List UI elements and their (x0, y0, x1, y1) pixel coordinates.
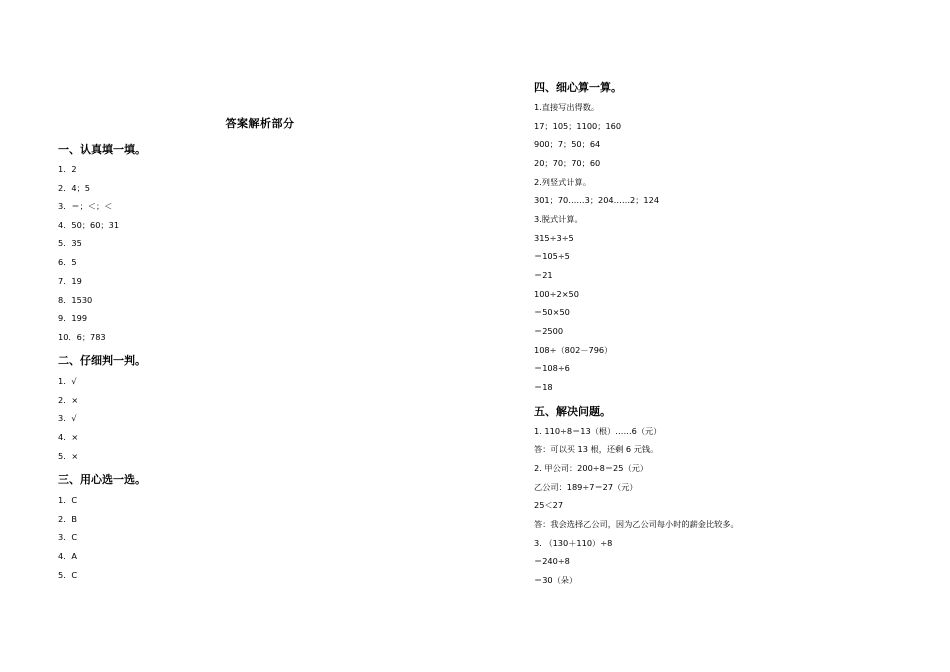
answer-item: ＝30（朵） (534, 575, 578, 585)
section-heading-3: 三、用心选一选。 (58, 473, 146, 486)
answer-item: 8．1530 (58, 295, 93, 305)
section-heading-4: 四、细心算一算。 (534, 81, 622, 94)
answer-item: 5．× (58, 451, 79, 461)
answer-item: 3．＝；＜；＜ (58, 201, 113, 211)
answer-item: 5．35 (58, 238, 82, 248)
section-heading-2: 二、仔细判一判。 (58, 354, 146, 367)
section-heading-1: 一、认真填一填。 (58, 143, 146, 156)
answer-item: 2.列竖式计算。 (534, 177, 591, 187)
answer-item: 2．× (58, 395, 79, 405)
answer-item: 3．C (58, 532, 78, 542)
answer-item: ＝240÷8 (534, 556, 570, 566)
answer-item: 4．× (58, 432, 79, 442)
answer-item: 1．C (58, 495, 78, 505)
answer-item: 25＜27 (534, 500, 564, 510)
answer-item: 4．50；60；31 (58, 220, 120, 230)
answer-item: 5．C (58, 570, 78, 580)
answer-item: 900；7；50；64 (534, 139, 601, 149)
answer-item: 3. （130＋110）÷8 (534, 538, 613, 548)
answer-item: ＝50×50 (534, 307, 570, 317)
answer-item: 6．5 (58, 257, 77, 267)
answer-item: 315÷3÷5 (534, 233, 574, 243)
answer-item: 7．19 (58, 276, 82, 286)
answer-item: ＝105÷5 (534, 251, 570, 261)
answer-item: 17；105；1100；160 (534, 121, 622, 131)
answer-item: 2. 甲公司：200÷8＝25（元） (534, 463, 649, 473)
answer-item: 乙公司：189÷7＝27（元） (534, 482, 638, 492)
answer-item: 答：我会选择乙公司，因为乙公司每小时的薪金比较多。 (534, 519, 739, 529)
answer-item: 3．√ (58, 413, 77, 423)
answer-item: ＝18 (534, 382, 553, 392)
answer-item: ＝21 (534, 270, 553, 280)
answer-item: 1．2 (58, 164, 77, 174)
answer-item: 20；70；70；60 (534, 158, 601, 168)
answer-item: 301；70……3；204……2；124 (534, 195, 660, 205)
answer-item: 108÷（802－796） (534, 345, 613, 355)
answer-item: 4．A (58, 551, 77, 561)
answer-item: 2．B (58, 514, 78, 524)
answer-item: 3.脱式计算。 (534, 214, 583, 224)
answer-item: 2．4；5 (58, 183, 91, 193)
page-title: 答案解析部分 (225, 117, 295, 130)
answer-item: 100÷2×50 (534, 289, 579, 299)
answer-item: ＝2500 (534, 326, 564, 336)
answer-item: 10．6；783 (58, 332, 106, 342)
answer-item: ＝108÷6 (534, 363, 570, 373)
answer-item: 1．√ (58, 376, 77, 386)
answer-item: 答：可以买 13 根，还剩 6 元钱。 (534, 444, 659, 454)
answer-item: 1. 110÷8＝13（根）……6（元） (534, 426, 662, 436)
answer-item: 1.直接写出得数。 (534, 102, 600, 112)
section-heading-5: 五、解决问题。 (534, 405, 611, 418)
answer-item: 9．199 (58, 313, 88, 323)
